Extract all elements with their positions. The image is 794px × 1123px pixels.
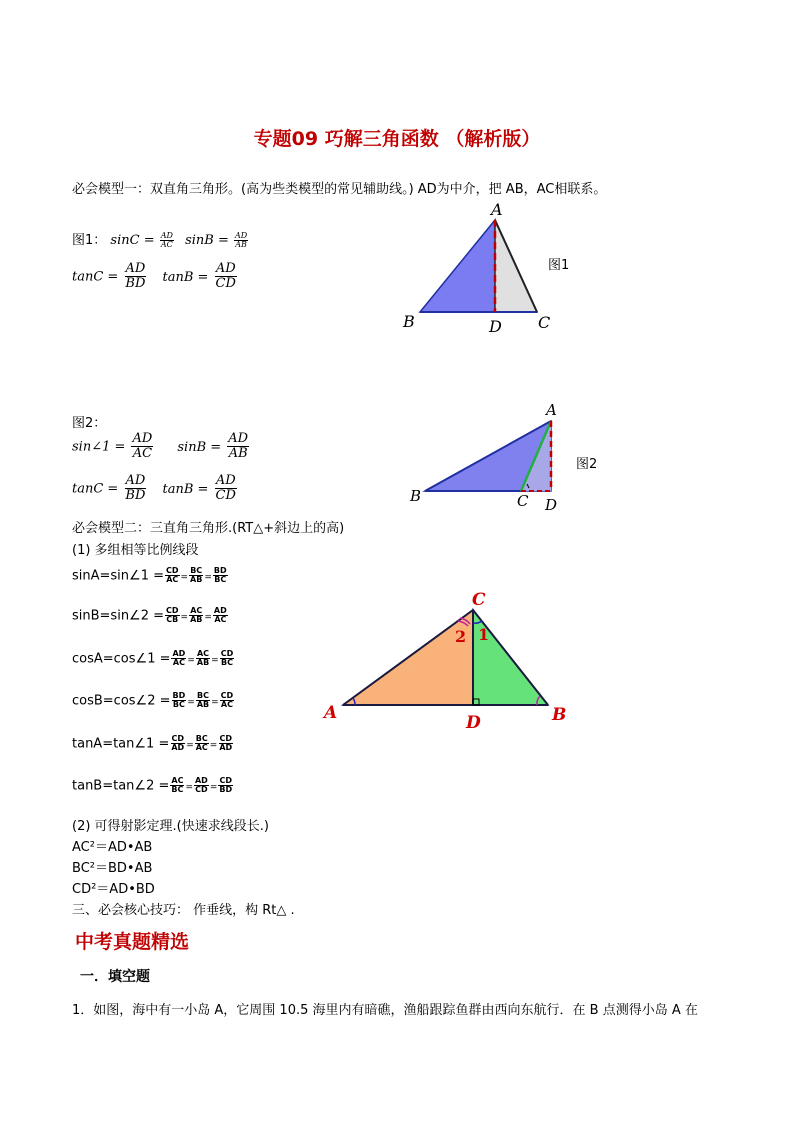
equals-sign: = <box>204 612 212 623</box>
fraction: $\frac{AC}{AB}$ <box>190 606 203 625</box>
equals-sign: = <box>185 782 193 793</box>
formula-tanB: tanB = <box>162 481 209 497</box>
projection-formula-3: CD²＝AD•BD <box>72 882 155 897</box>
fraction: $\frac{CD}{AC}$ <box>165 566 179 585</box>
fraction: $\frac{AD}{BD}$ <box>125 261 146 291</box>
fraction: $\frac{AD}{CD}$ <box>215 261 236 291</box>
ratio-row <box>72 777 234 795</box>
formula-sinC: sinC = <box>110 233 155 248</box>
fraction: $\frac{AC}{AB}$ <box>196 649 210 668</box>
figure-1-caption: 图1 <box>548 258 570 273</box>
equals-sign: = <box>211 697 219 708</box>
point-D: D <box>466 713 481 733</box>
model2-sub1: (1) 多组相等比例线段 <box>72 543 199 558</box>
angle-label-2: 2 <box>455 627 467 646</box>
fraction: $\frac{CD}{BD}$ <box>219 776 233 795</box>
fraction: $\frac{AD}{CD}$ <box>215 473 236 503</box>
fig2-label: 图2： <box>72 416 107 431</box>
fraction: $\frac{AD}{AC}$ <box>213 606 227 625</box>
ratio-lead: tanB=tan∠2 = <box>72 778 170 794</box>
subsection-heading: 一．填空题 <box>80 969 150 985</box>
fraction: $\frac{BD}{BC}$ <box>213 566 227 585</box>
fraction: $\frac{AD}{AC}$ <box>132 431 153 461</box>
model1b-formulas-row1 <box>72 432 250 460</box>
ratio-row <box>72 650 235 668</box>
point-A: A <box>546 401 557 419</box>
ratio-lead: cosB=cos∠2 = <box>72 693 171 709</box>
formula-tanC: tanC = <box>72 269 119 285</box>
point-A: A <box>491 200 503 219</box>
question-1: 1．如图，海中有一小岛 A，它周围 10.5 海里内有暗礁，渔船跟踪鱼群由西向东航行．在 B 点测得小岛 A 在 <box>72 1003 698 1018</box>
equals-sign: = <box>211 655 219 666</box>
figure-3-triangle <box>318 588 578 736</box>
fraction: $\frac{AD}{AB}$ <box>228 431 249 461</box>
model1-formulas-row2 <box>72 262 238 290</box>
fraction: $\frac{BD}{BC}$ <box>172 691 186 710</box>
core-technique: 三、必会核心技巧： 作垂线，构 Rt△ . <box>72 903 295 918</box>
fraction: $\frac{AD}{AC}$ <box>172 649 186 668</box>
ratio-row <box>72 607 229 625</box>
ratio-lead: cosA=cos∠1 = <box>72 651 171 667</box>
point-B: B <box>403 312 415 331</box>
fraction: $\frac{AD}{CD}$ <box>194 776 208 795</box>
section-heading: 中考真题精选 <box>75 931 190 953</box>
equals-sign: = <box>180 612 189 623</box>
model1-heading: 必会模型一：双直角三角形。(高为些类模型的常见辅助线。) AD为中介，把 AB，AC相联系。 <box>72 182 607 197</box>
model2-sub2: (2) 可得射影定理.(快速求线段长.) <box>72 819 269 834</box>
triangle-ABD <box>420 220 495 312</box>
formula-tanC: tanC = <box>72 481 119 497</box>
formula-sinB: sinB = <box>177 439 222 455</box>
fraction: $\frac{CD}{CB}$ <box>166 606 179 625</box>
equals-sign: = <box>187 697 195 708</box>
formula-tanB: tanB = <box>162 269 209 285</box>
page-title: 专题09 巧解三角函数 （解析版） <box>253 128 541 150</box>
point-C: C <box>517 492 529 510</box>
equals-sign: = <box>209 740 218 751</box>
formula-sin1: sin∠1 = <box>72 439 126 455</box>
fraction: $\frac{CD}{AC}$ <box>220 691 234 710</box>
figure-2-triangle <box>400 398 575 516</box>
formula-sinB: sinB = <box>185 233 229 248</box>
fraction: $\frac{BC}{AB}$ <box>196 691 210 710</box>
fraction: $\frac{AD}{AB}$ <box>235 230 248 249</box>
projection-formula-1: AC²＝AD•AB <box>72 840 153 855</box>
point-B: B <box>552 705 567 725</box>
equals-sign: = <box>209 782 218 793</box>
fraction: $\frac{AC}{BC}$ <box>171 776 184 795</box>
ratio-row <box>72 567 229 585</box>
point-A: A <box>324 703 338 723</box>
fraction: $\frac{AD}{AC}$ <box>160 230 173 249</box>
figure-2-caption: 图2 <box>576 457 598 472</box>
ratio-lead: sinB=sin∠2 = <box>72 608 165 624</box>
point-D: D <box>545 496 558 514</box>
equals-sign: = <box>186 740 194 751</box>
ratio-row <box>72 692 235 710</box>
fraction: $\frac{CD}{BC}$ <box>220 649 234 668</box>
fig1-label: 图1： <box>72 233 107 248</box>
point-D: D <box>489 317 502 336</box>
projection-formula-2: BC²＝BD•AB <box>72 861 153 876</box>
equals-sign: = <box>180 572 189 583</box>
model2-heading: 必会模型二：三直角三角形.(RT△+斜边上的高) <box>72 521 345 536</box>
ratio-row <box>72 735 234 753</box>
point-C: C <box>472 590 486 610</box>
model1b-formulas-row2 <box>72 474 238 502</box>
fraction: $\frac{CD}{AD}$ <box>219 734 233 753</box>
point-C: C <box>538 313 551 332</box>
equals-sign: = <box>204 572 212 583</box>
fraction: $\frac{BC}{AC}$ <box>195 734 208 753</box>
figure-1-triangle <box>395 195 565 340</box>
fraction: $\frac{BC}{AB}$ <box>190 566 203 585</box>
ratio-lead: sinA=sin∠1 = <box>72 568 164 584</box>
model1-formulas-row1 <box>72 229 249 249</box>
ratio-lead: tanA=tan∠1 = <box>72 736 170 752</box>
fraction: $\frac{CD}{AD}$ <box>171 734 185 753</box>
point-B: B <box>410 487 422 505</box>
fraction: $\frac{AD}{BD}$ <box>125 473 146 503</box>
angle-label-1: 1 <box>478 625 490 644</box>
equals-sign: = <box>187 655 195 666</box>
